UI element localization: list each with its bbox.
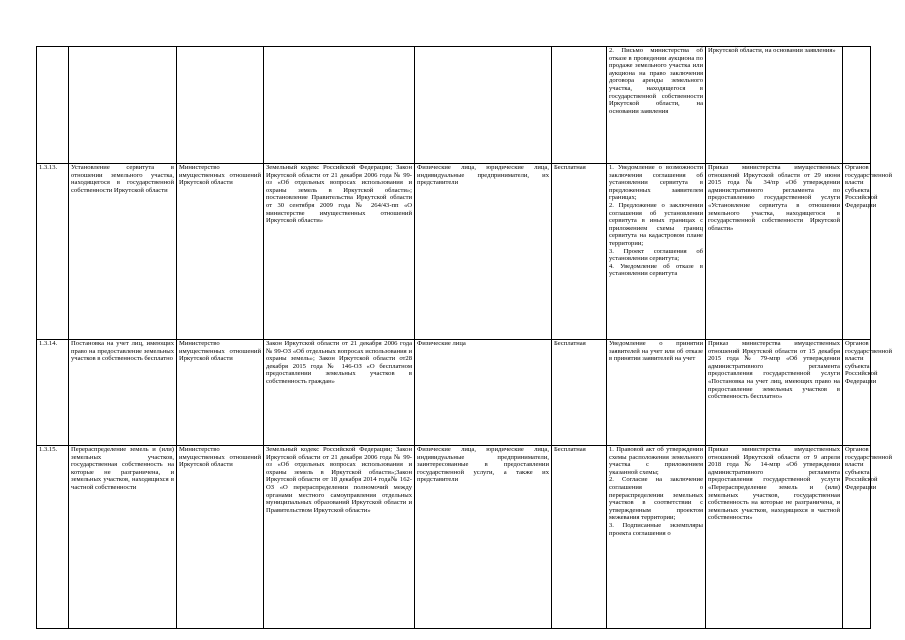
table-row [37,47,871,164]
regulation: Приказ министерства имущественных отношений Иркутской области от 29 июня 2015 года № 34/пр «Об утверждении административного регламента по предоставлению государственной услуги «Установление сервитута в отношении земельного участка, находящегося в государственной собственности Иркутской области» [706,164,843,340]
authority: Министерство имущественных отношений Иркутской области [177,340,264,446]
result: Уведомление о принятии заявителей на учет или об отказе в принятии заявителей на учет [607,340,706,446]
row-number: 1.3.14. [37,340,69,446]
result: 1. Правовой акт об утверждении схемы расположения земельного участка с приложением указанной схемы; 2. Согласие на заключение соглашения о перераспределении земельных участков в соответствии с утвержденным проектом межевания территории; 3. Подписанные экземпляры проекта соглашения о [607,446,706,629]
result: 2. Письмо министерства об отказе в проведении аукциона по продаже земельного участка или аукциона на право заключения договора аренды земельного участка, находящегося в государственной собственности Иркутской области, на основании заявления [607,47,706,164]
regulation-body: Органов государственной власти субъекта Российской Федерации [843,340,871,446]
table-row [37,340,871,446]
service-name [69,47,177,164]
row-number [37,47,69,164]
applicants: Физические лица, юридические лица, индивидуальные предприниматели, их представители [415,164,552,340]
authority [177,47,264,164]
table-row [37,446,871,629]
legal-basis: Закон Иркутской области от 21 декабря 2006 года № 99-ОЗ «Об отдельных вопросах использования и охраны земель»; Закон Иркутской области от28 декабря 2015 года № 146-ОЗ «О бесплатном предоставлении земельных участков в собственность граждан» [264,340,415,446]
services-table [36,46,892,629]
applicants [415,47,552,164]
fee: Бесплатная [552,446,607,629]
service-name: Постановка на учет лиц, имеющих право на предоставление земельных участков в собственность бесплатно [69,340,177,446]
regulation-body: Органов государственной власти субъекта Российской Федерации [843,164,871,340]
row-number: 1.3.15. [37,446,69,629]
authority: Министерство имущественных отношений Иркутской области [177,446,264,629]
fee: Бесплатная [552,164,607,340]
regulation-body [843,47,871,164]
legal-basis: Земельный кодекс Российской Федерации; Закон Иркутской области от 21 декабря 2006 года № 99-оз «Об отдельных вопросах использования и охраны земель в Иркутской области»;Закон Иркутской области от 18 декабря 2014 года№ 162-ОЗ «О перераспределении полномочий между органами местного самоуправления отдельных муниципальных образований Иркутской области и Правительством Иркутской области» [264,446,415,629]
result: 1. Уведомление о возможности заключения соглашения об установлении сервитута в предложенных заявителем границах; 2. Предложение о заключении соглашения об установлении сервитута в иных границах с приложением схемы границ сервитута на кадастровом плане территории; 3. Проект соглашения об установлении сервитута; 4. Уведомление об отказе в установлении сервитута [607,164,706,340]
regulation: Иркутской области, на основании заявления» [706,47,843,164]
legal-basis: Земельный кодекс Российской Федерации; Закон Иркутской области от 21 декабря 2006 года № 99-оз «Об отдельных вопросах использования и охраны земель в Иркутской области»; постановление Правительства Иркутской области от 30 сентября 2009 года № 264/43-пп «О министерстве имущественных отношений Иркутской области» [264,164,415,340]
service-name: Установление сервитута в отношении земельного участка, находящегося в государственной собственности Иркутской области [69,164,177,340]
fee: Бесплатная [552,340,607,446]
service-name: Перераспределение земель и (или) земельных участков, государственная собственность на которые не разграничена, и земельных участков, находящихся в частной собственности [69,446,177,629]
fee [552,47,607,164]
table-row [37,164,871,340]
legal-basis [264,47,415,164]
regulation-body: Органов государственной власти субъекта Российской Федерации [843,446,871,629]
applicants: Физические лица [415,340,552,446]
applicants: Физические лица, юридические лица, индивидуальные предприниматели, заинтересованные в предоставлении государственной услуги, а также их представители [415,446,552,629]
regulation: Приказ министерства имущественных отношений Иркутской области от 15 декабря 2015 года № 79-мпр «Об утверждении административного регламента предоставления государственной услуги «Постановка на учет лиц, имеющих право на предоставление земельных участков в собственность бесплатно» [706,340,843,446]
regulation: Приказ министерства имущественных отношений Иркутской области от 9 апреля 2018 года № 14-мпр «Об утверждении административного регламента предоставления государственной услуги «Перераспределение земель и (или) земельных участков, государственная собственность на которые не разграничена, и земельных участков, находящихся в частной собственности» [706,446,843,629]
row-number: 1.3.13. [37,164,69,340]
authority: Министерство имущественных отношений Иркутской области [177,164,264,340]
